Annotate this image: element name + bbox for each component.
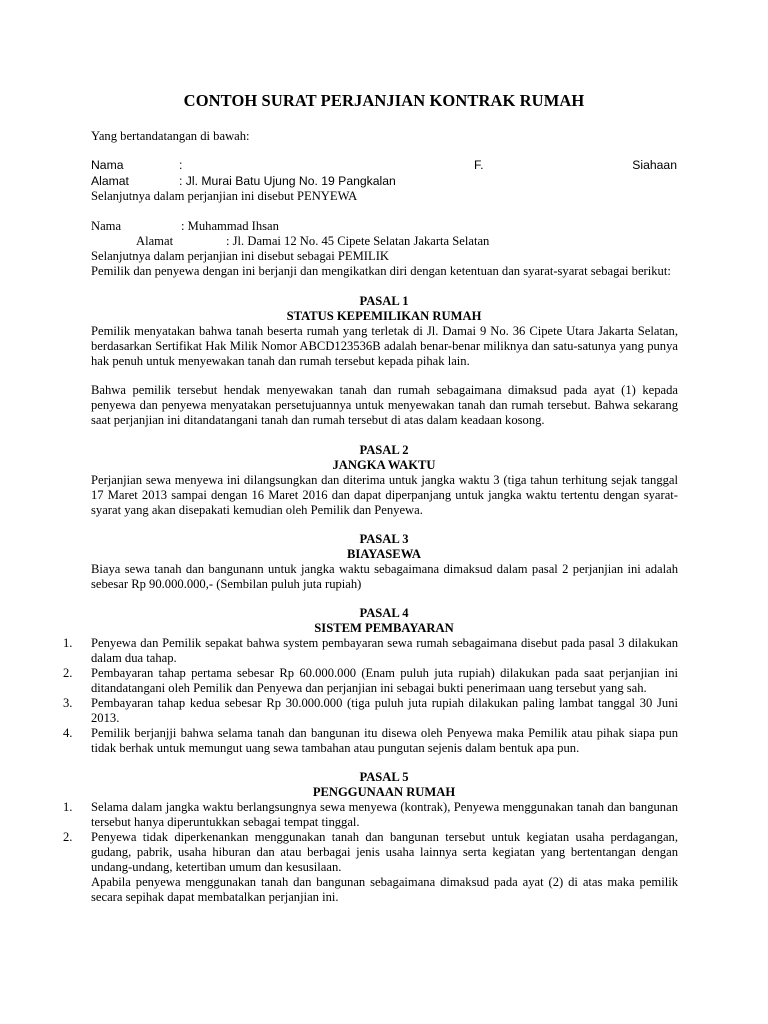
- pasal4-heading: SISTEM PEMBAYARAN: [314, 621, 454, 635]
- party1-role: Selanjutnya dalam perjanjian ini disebut PENYEWA: [91, 189, 358, 203]
- party2-name-label: Nama: [91, 219, 122, 233]
- pasal4-item1-line1: Penyewa dan Pemilik sepakat bahwa system pembayaran sewa rumah sebagaimana disebut pada pasal 3 dilakukan: [91, 636, 678, 650]
- pasal2-line1: Perjanjian sewa menyewa ini dilangsungkan dan diterima untuk jangka waktu 3 (tiga tahun terhitung sejak tanggal: [91, 473, 678, 487]
- pasal2-number: PASAL 2: [359, 443, 409, 457]
- pasal1-number: PASAL 1: [359, 294, 409, 308]
- party1-name-colon: :: [179, 158, 183, 172]
- party1-name-part2: Siahaan: [632, 158, 677, 172]
- pasal1-heading: STATUS KEPEMILIKAN RUMAH: [286, 309, 482, 323]
- pasal2-line3: syarat yang akan disepakati kemudian oleh Pemilik dan Penyewa.: [91, 503, 423, 517]
- document-title: CONTOH SURAT PERJANJIAN KONTRAK RUMAH: [183, 91, 585, 110]
- pasal4-item4-number: 4.: [63, 726, 73, 740]
- pasal1-p2-line1: Bahwa pemilik tersebut hendak menyewakan tanah dan rumah sebagaimana dimaksud pada ayat (1) kepada: [91, 383, 678, 397]
- pasal3-line1: Biaya sewa tanah dan bangunann untuk jangka waktu sebagaimana dimaksud dalam pasal 2 perjanjian ini adalah: [91, 562, 678, 576]
- pasal4-item3-line1: Pembayaran tahap kedua sebesar Rp 30.000.000 (tiga puluh juta rupiah dilakukan paling lambat tanggal 30 Juni: [91, 696, 678, 710]
- pasal4-item2-line2: ditandatangani oleh Pemilik dan Penyewa dan perjanjian ini sebagai bukti penerimaan uang tersebut yang sah.: [91, 681, 647, 695]
- pasal5-item1-line1: Selama dalam jangka waktu berlangsungnya sewa menyewa (kontrak), Penyewa menggunakan tanah dan bangunan: [91, 800, 678, 814]
- pasal2-line2: 17 Maret 2013 sampai dengan 16 Maret 2016 dan dapat diperpanjang untuk jangka waktu tertentu dengan syarat-: [91, 488, 678, 502]
- pasal5-item2-line2: gudang, pabrik, usaha hiburan dan atau berbagai jenis usaha lainnya serta kegiatan yang bertentangan dengan: [91, 845, 678, 859]
- pasal5-item1-line2: tersebut hanya diperuntukkan sebagai tempat tinggal.: [91, 815, 360, 829]
- pasal5-heading: PENGGUNAAN RUMAH: [312, 785, 456, 799]
- pasal4-item2-number: 2.: [63, 666, 73, 680]
- pasal4-number: PASAL 4: [359, 606, 409, 620]
- pasal4-item3-number: 3.: [63, 696, 73, 710]
- party1-name-label: Nama: [91, 158, 124, 172]
- party2-address-value: : Jl. Damai 12 No. 45 Cipete Selatan Jakarta Selatan: [226, 234, 490, 248]
- pasal5-item1-number: 1.: [63, 800, 73, 814]
- pasal4-item2-line1: Pembayaran tahap pertama sebesar Rp 60.000.000 (Enam puluh juta rupiah) dilakukan pada saat perjanjian ini: [91, 666, 678, 680]
- pasal1-p1-line1: Pemilik menyatakan bahwa tanah beserta rumah yang terletak di Jl. Damai 9 No. 36 Cipete Utara Jakarta Selatan,: [91, 324, 678, 338]
- pasal5-number: PASAL 5: [359, 770, 409, 784]
- pasal1-p2-line2: penyewa dan penyewa menyatakan persetujuannya untuk menyewakan tanah dan rumah tersebut. Bahwa sekarang: [91, 398, 678, 412]
- pasal1-p2-line3: saat perjanjian ini ditandatangani tanah dan rumah tersebut di atas dalam keadaan kosong.: [91, 413, 545, 427]
- party1-name-part1: F.: [474, 158, 484, 172]
- pasal4-item1-line2: dalam dua tahap.: [91, 651, 177, 665]
- party1-address-label: Alamat: [91, 174, 129, 188]
- pasal4-item4-line1: Pemilik berjanjji bahwa selama tanah dan bangunan itu disewa oleh Penyewa maka Pemilik atau pihak siapa pun: [91, 726, 678, 740]
- pasal5-item2-line5: secara sepihak dapat membatalkan perjanjian ini.: [91, 890, 339, 904]
- pasal2-heading: JANGKA WAKTU: [332, 458, 436, 472]
- pasal5-item2-line3: undang-undang, ketertiban umum dan kesusilaan.: [91, 860, 342, 874]
- pasal3-number: PASAL 3: [359, 532, 409, 546]
- pasal4-item4-line2: tidak berhak untuk memungut uang sewa tambahan atau pungutan sejenis dalam bentuk apa pun.: [91, 741, 580, 755]
- party2-name-value: : Muhammad Ihsan: [181, 219, 279, 233]
- pasal3-line2: sebesar Rp 90.000.000,- (Sembilan puluh juta rupiah): [91, 577, 362, 591]
- intro-text: Yang bertandatangan di bawah:: [91, 129, 250, 143]
- agreement-statement: Pemilik dan penyewa dengan ini berjanji dan mengikatkan diri dengan ketentuan dan syarat-syarat sebagai berikut:: [91, 264, 671, 278]
- pasal5-item2-line1: Penyewa tidak diperkenankan menggunakan tanah dan bangunan tersebut untuk kegiatan usaha perdagangan,: [91, 830, 678, 844]
- pasal5-item2-line4: Apabila penyewa menggunakan tanah dan bangunan sebagaimana dimaksud pada ayat (2) di atas maka pemilik: [91, 875, 678, 889]
- party2-role: Selanjutnya dalam perjanjian ini disebut sebagai PEMILIK: [91, 249, 389, 263]
- pasal3-heading: BIAYASEWA: [347, 547, 421, 561]
- pasal4-item3-line2: 2013.: [91, 711, 120, 725]
- party1-address-value: : Jl. Murai Batu Ujung No. 19 Pangkalan: [179, 174, 396, 188]
- party2-address-label: Alamat: [136, 234, 174, 248]
- pasal1-p1-line3: hak penuh untuk menyewakan tanah dan rumah tersebut kepada pihak lain.: [91, 354, 470, 368]
- pasal4-item1-number: 1.: [63, 636, 73, 650]
- pasal5-item2-number: 2.: [63, 830, 73, 844]
- pasal1-p1-line2: berdasarkan Sertifikat Hak Milik Nomor ABCD123536B adalah benar-benar miliknya dan satu-satunya yang punya: [91, 339, 678, 353]
